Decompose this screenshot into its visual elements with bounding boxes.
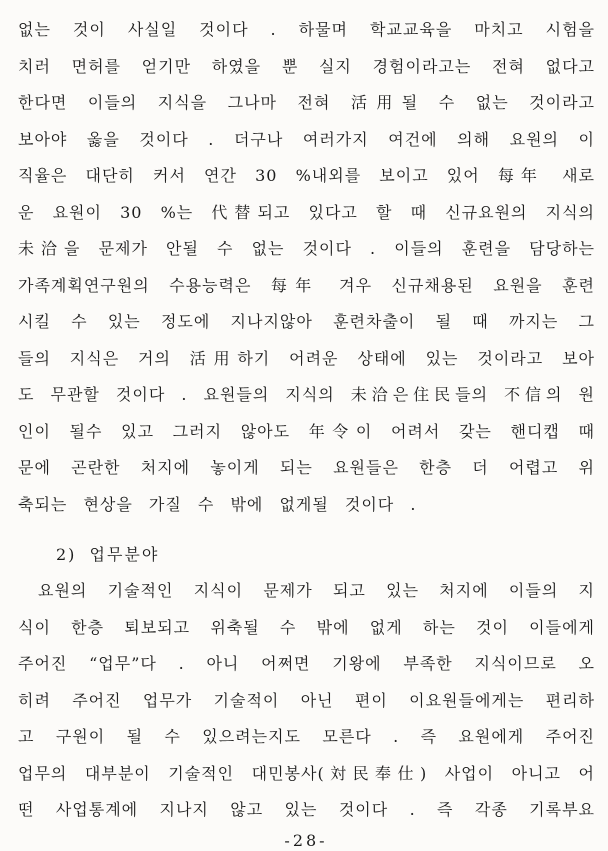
text-line: 고 구원이 될 수 있으려는지도 모른다 . 즉 요원에게 주어진 — [18, 727, 595, 746]
text-line: 도 무관할 것이다 . 요원들의 지식의 未洽은住民들의 不信의 원 — [18, 385, 595, 404]
text-line: 한다면 이들의 지식을 그나마 전혀 活用될 수 없는 것이라고 — [18, 93, 595, 112]
text-line: 가족계획연구원의 수용능력은 每年 겨우 신규채용된 요원을 훈련 — [18, 275, 595, 295]
text-line: 축되는 현상을 가질 수 밖에 없게될 것이다 . — [18, 494, 417, 514]
text-line: 보아야 옳을 것이다 . 더구나 여러가지 여건에 의해 요원의 이 — [18, 129, 595, 149]
text-line: 떤 사업통계에 지나지 않고 있는 것이다 . 즉 각종 기록부요 — [18, 800, 595, 819]
text-line: 시킬 수 있는 정도에 지나지않아 훈련차출이 될 때 까지는 그 — [18, 312, 595, 331]
text-line: 주어진 “업무”다 . 아니 어쩌면 기왕에 부족한 지식이므로 오 — [18, 654, 595, 673]
text-line: 직율은 대단히 커서 연간 30 %내외를 보이고 있어 每年 새로 — [18, 166, 595, 185]
page-number: -28- — [284, 830, 328, 850]
text-line: 히려 주어진 업무가 기술적이 아닌 편이 이요원들에게는 편리하 — [18, 690, 595, 710]
text-line: 문에 곤란한 처지에 놓이게 되는 요원들은 한층 더 어렵고 위 — [18, 458, 595, 477]
text-line: 운 요원이 30 %는 代替되고 있다고 할 때 신규요원의 지식의 — [18, 202, 595, 222]
text-line: 치러 면허를 얻기만 하였을 뿐 실지 경험이라고는 전혀 없다고 — [18, 56, 595, 76]
text-line: 未洽을 문제가 안될 수 없는 것이다 . 이들의 훈련을 담당하는 — [18, 239, 595, 258]
section-heading: 2) 업무분야 — [56, 545, 160, 564]
text-line: 인이 될수 있고 그러지 않아도 年令이 어려서 갖는 핸디캡 때 — [18, 421, 595, 441]
paragraph-2 — [18, 573, 595, 829]
text-line: 들의 지식은 거의 活用하기 어려운 상태에 있는 것이라고 보아 — [18, 348, 595, 368]
text-line: 식이 한층 퇴보되고 위축될 수 밖에 없게 하는 것이 이들에게 — [18, 617, 595, 637]
paragraph-1 — [18, 12, 595, 523]
text-line: 요원의 기술적인 지식이 문제가 되고 있는 처지에 이들의 지 — [38, 581, 595, 600]
text-line: 없는 것이 사실일 것이다 . 하물며 학교교육을 마치고 시험을 — [18, 20, 595, 39]
text-line: 업무의 대부분이 기술적인 대민봉사(対民奉仕) 사업이 아니고 어 — [18, 763, 595, 783]
